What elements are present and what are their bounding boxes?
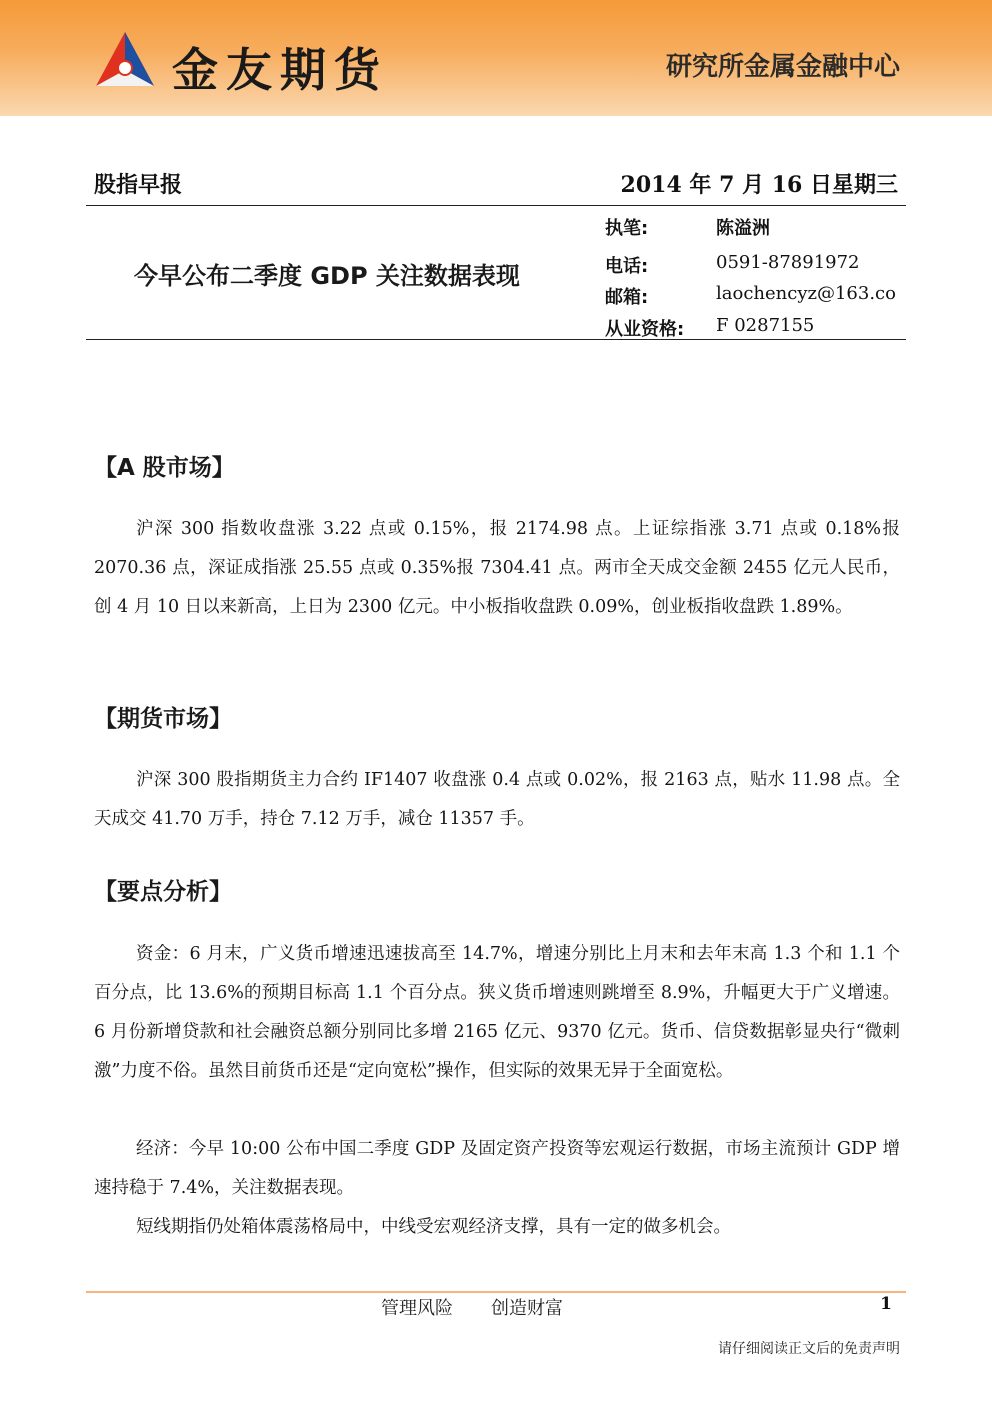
license-label: 从业资格: — [605, 319, 685, 340]
license-value: F 0287155 — [716, 315, 815, 336]
footer-motto-left: 管理风险 — [381, 1298, 453, 1319]
title-rule-bottom — [86, 339, 906, 340]
page-number: 1 — [880, 1294, 892, 1314]
section-title-a-share: 【A 股市场】 — [94, 455, 235, 481]
disclaimer-note: 请仔细阅读正文后的免责声明 — [718, 1341, 900, 1357]
title-rule-top — [86, 205, 906, 206]
report-headline: 今早公布二季度 GDP 关注数据表现 — [134, 262, 520, 290]
email-label: 邮箱: — [605, 287, 649, 308]
paragraph-analysis-funds: 资金：6 月末，广义货币增速迅速拔高至 14.7%，增速分别比上月末和去年末高 1.3 个和 1.1 个百分点，比 13.6%的预期目标高 1.1 个百分点。狭义货币增速则跳增至 8.9%，升幅更大于广义增速。6 月份新增贷款和社会融资总额分别同比多增 2165 亿元、9370 亿元。货币、信贷数据彰显央行“微刺激”力度不俗。虽然目前货币还是“定向宽松”操作，但实际的效果无异于全面宽松。 — [94, 944, 900, 1081]
footer-motto-right: 创造财富 — [491, 1298, 563, 1319]
paragraph-analysis-economy: 经济：今早 10:00 公布中国二季度 GDP 及固定资产投资等宏观运行数据，市场主流预计 GDP 增速持稳于 7.4%，关注数据表现。 — [94, 1139, 900, 1198]
author-label: 执笔: — [605, 218, 649, 239]
author-value: 陈溢洲 — [716, 218, 770, 239]
footer-motto — [381, 1294, 601, 1320]
footer-rule — [86, 1291, 906, 1293]
email-value[interactable]: laochencyz@163.co — [716, 283, 896, 304]
department-name: 研究所金属金融中心 — [665, 52, 900, 82]
phone-label: 电话: — [605, 256, 649, 277]
header-banner — [0, 0, 992, 116]
section-title-futures: 【期货市场】 — [94, 706, 232, 732]
brand-name: 金友期货 — [172, 43, 388, 97]
phone-value: 0591-87891972 — [716, 252, 860, 273]
report-date: 2014 年 7 月 16 日星期三 — [620, 172, 898, 198]
report-type: 股指早报 — [94, 172, 183, 198]
paragraph-futures: 沪深 300 股指期货主力合约 IF1407 收盘涨 0.4 点或 0.02%，报 2163 点，贴水 11.98 点。全天成交 41.70 万手，持仓 7.12 万手，减仓 11357 手。 — [94, 770, 900, 829]
paragraph-a-share: 沪深 300 指数收盘涨 3.22 点或 0.15%，报 2174.98 点。上证综指涨 3.71 点或 0.18%报 2070.36 点，深证成指涨 25.55 点或 0.35%报 7304.41 点。两市全天成交金额 2455 亿元人民币，创 4 月 10 日以来新高，上日为 2300 亿元。中小板指收盘跌 0.09%，创业板指收盘跌 1.89%。 — [94, 519, 900, 617]
section-title-analysis: 【要点分析】 — [94, 879, 232, 905]
paragraph-analysis-outlook: 短线期指仍处箱体震荡格局中，中线受宏观经济支撑，具有一定的做多机会。 — [136, 1217, 731, 1237]
red-blue-triangle-logo-icon — [94, 30, 156, 88]
